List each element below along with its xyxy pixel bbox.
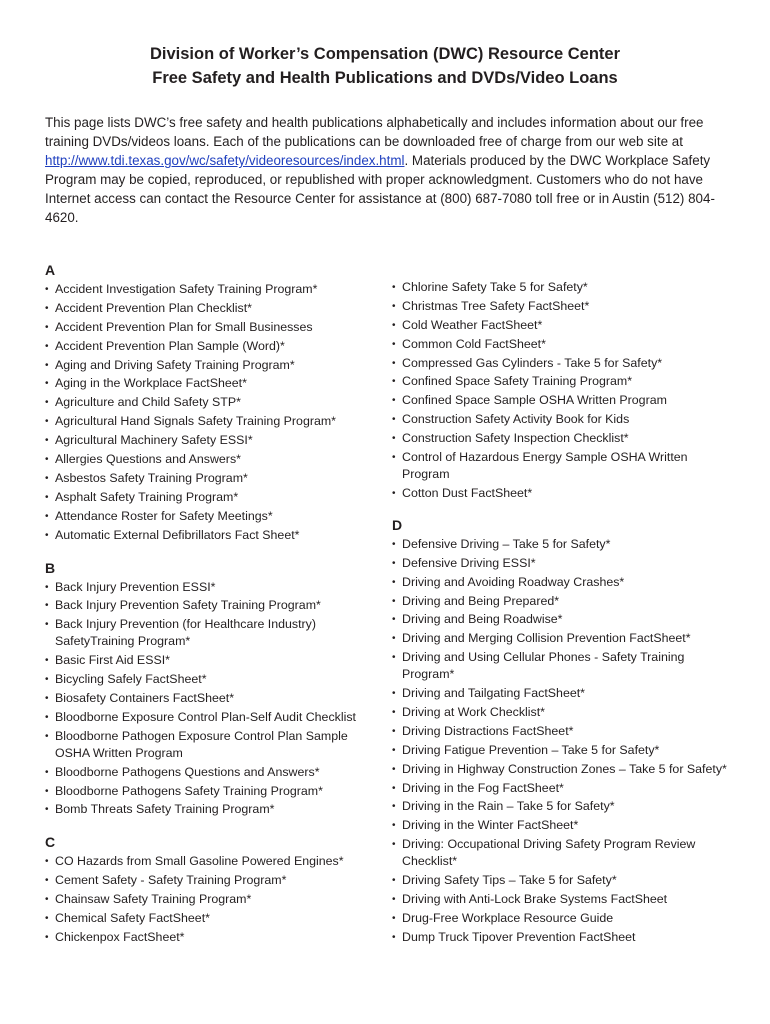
- publication-link[interactable]: • Automatic External Defibrillators Fact Sheet*: [45, 527, 385, 544]
- publication-link[interactable]: • Bomb Threats Safety Training Program*: [45, 801, 385, 818]
- publication-link[interactable]: • Basic First Aid ESSI*: [45, 652, 385, 669]
- intro-paragraph: [45, 113, 735, 227]
- publication-link[interactable]: • Driving and Tailgating FactSheet*: [392, 685, 737, 702]
- publication-link[interactable]: • Driving and Avoiding Roadway Crashes*: [392, 574, 737, 591]
- publication-link[interactable]: • Cotton Dust FactSheet*: [392, 485, 737, 502]
- publication-link[interactable]: • Aging and Driving Safety Training Program*: [45, 357, 385, 374]
- publication-link[interactable]: • Agriculture and Child Safety STP*: [45, 394, 385, 411]
- publication-link[interactable]: • Driving and Using Cellular Phones - Safety Training Program*: [392, 649, 737, 683]
- section-b-list: [45, 579, 385, 819]
- publication-link[interactable]: • Asbestos Safety Training Program*: [45, 470, 385, 487]
- section-d-list: [392, 536, 737, 946]
- left-column: [45, 262, 385, 948]
- section-letter-b: B: [45, 559, 56, 576]
- publication-link[interactable]: • Defensive Driving ESSI*: [392, 555, 737, 572]
- publication-link[interactable]: • Driving in the Rain – Take 5 for Safety*: [392, 798, 737, 815]
- page-title: [0, 42, 770, 90]
- publication-link[interactable]: • Construction Safety Inspection Checklist*: [392, 430, 737, 447]
- publication-link[interactable]: • Common Cold FactSheet*: [392, 336, 737, 353]
- publication-link[interactable]: • Allergies Questions and Answers*: [45, 451, 385, 468]
- intro-text-before: This page lists DWC’s free safety and health publications alphabetically and includes information about our free training DVDs/videos loans. Each of the publications can be downloaded free of charge from our web site at: [45, 115, 704, 149]
- publication-link[interactable]: • Accident Prevention Plan Checklist*: [45, 300, 385, 317]
- right-column: [392, 279, 737, 948]
- publication-link[interactable]: • Dump Truck Tipover Prevention FactSheet: [392, 929, 737, 946]
- section-c-list: [45, 853, 385, 946]
- publication-link[interactable]: • Drug-Free Workplace Resource Guide: [392, 910, 737, 927]
- publication-link[interactable]: • Accident Prevention Plan Sample (Word)*: [45, 338, 385, 355]
- publication-link[interactable]: • Driving in the Fog FactSheet*: [392, 780, 737, 797]
- publication-link[interactable]: • Driving and Being Prepared*: [392, 593, 737, 610]
- publication-link[interactable]: • Back Injury Prevention (for Healthcare Industry) SafetyTraining Program*: [45, 616, 385, 650]
- publication-link[interactable]: • Driving and Being Roadwise*: [392, 611, 737, 628]
- publication-link[interactable]: • Driving Distractions FactSheet*: [392, 723, 737, 740]
- publication-link[interactable]: • Chlorine Safety Take 5 for Safety*: [392, 279, 737, 296]
- publication-link[interactable]: • Driving at Work Checklist*: [392, 704, 737, 721]
- intro-text-after: . Materials produced by the DWC Workplace Safety Program may be copied, reproduced, or republished with proper acknowledgment. Customers who do not have Internet access can contact the Resource Center for assistance at (800) 687-7080 toll free or in Austin (512) 804-4620.: [45, 153, 715, 225]
- publication-link[interactable]: • Driving Safety Tips – Take 5 for Safety*: [392, 872, 737, 889]
- publication-link[interactable]: • Cold Weather FactSheet*: [392, 317, 737, 334]
- publication-link[interactable]: • Agricultural Machinery Safety ESSI*: [45, 432, 385, 449]
- publication-link[interactable]: • Biosafety Containers FactSheet*: [45, 690, 385, 707]
- publication-link[interactable]: • Compressed Gas Cylinders - Take 5 for Safety*: [392, 355, 737, 372]
- publication-link[interactable]: • CO Hazards from Small Gasoline Powered Engines*: [45, 853, 385, 870]
- publication-link[interactable]: • Agricultural Hand Signals Safety Training Program*: [45, 413, 385, 430]
- publication-link[interactable]: • Back Injury Prevention ESSI*: [45, 579, 385, 596]
- publication-link[interactable]: • Defensive Driving – Take 5 for Safety*: [392, 536, 737, 553]
- publication-link[interactable]: • Driving and Merging Collision Prevention FactSheet*: [392, 630, 737, 647]
- publication-link[interactable]: • Chickenpox FactSheet*: [45, 929, 385, 946]
- resources-link[interactable]: http://www.tdi.texas.gov/wc/safety/videoresources/index.html: [45, 153, 405, 168]
- section-a-list: [45, 281, 385, 544]
- section-letter-a: A: [45, 262, 56, 278]
- publication-link[interactable]: • Aging in the Workplace FactSheet*: [45, 375, 385, 392]
- publication-link[interactable]: • Construction Safety Activity Book for Kids: [392, 411, 737, 428]
- publication-link[interactable]: • Bloodborne Exposure Control Plan-Self Audit Checklist: [45, 709, 385, 726]
- title-line-2: Free Safety and Health Publications and DVDs/Video Loans: [152, 69, 618, 87]
- publication-link[interactable]: • Control of Hazardous Energy Sample OSHA Written Program: [392, 449, 737, 483]
- publication-link[interactable]: • Driving: Occupational Driving Safety Program Review Checklist*: [392, 836, 737, 870]
- publication-link[interactable]: • Bloodborne Pathogens Questions and Answers*: [45, 764, 385, 781]
- publication-link[interactable]: • Cement Safety - Safety Training Program*: [45, 872, 385, 889]
- publication-link[interactable]: • Driving in Highway Construction Zones – Take 5 for Safety*: [392, 761, 737, 778]
- publication-link[interactable]: • Back Injury Prevention Safety Training Program*: [45, 597, 385, 614]
- publication-link[interactable]: • Attendance Roster for Safety Meetings*: [45, 508, 385, 525]
- publication-link[interactable]: • Chemical Safety FactSheet*: [45, 910, 385, 927]
- publication-link[interactable]: • Bloodborne Pathogens Safety Training Program*: [45, 783, 385, 800]
- section-c-continued-list: [392, 279, 737, 502]
- publication-link[interactable]: • Bloodborne Pathogen Exposure Control Plan Sample OSHA Written Program: [45, 728, 385, 762]
- publication-link[interactable]: • Accident Prevention Plan for Small Businesses: [45, 319, 385, 336]
- publication-link[interactable]: • Confined Space Safety Training Program*: [392, 373, 737, 390]
- section-letter-c: C: [45, 834, 56, 851]
- publication-link[interactable]: • Confined Space Sample OSHA Written Program: [392, 392, 737, 409]
- publication-link[interactable]: • Driving in the Winter FactSheet*: [392, 817, 737, 834]
- publication-link[interactable]: • Accident Investigation Safety Training Program*: [45, 281, 385, 298]
- title-line-1: Division of Worker’s Compensation (DWC) Resource Center: [149, 45, 621, 63]
- publication-link[interactable]: • Asphalt Safety Training Program*: [45, 489, 385, 506]
- publication-link[interactable]: • Driving with Anti-Lock Brake Systems FactSheet: [392, 891, 737, 908]
- publication-link[interactable]: • Bicycling Safely FactSheet*: [45, 671, 385, 688]
- publication-link[interactable]: • Driving Fatigue Prevention – Take 5 for Safety*: [392, 742, 737, 759]
- publication-link[interactable]: • Chainsaw Safety Training Program*: [45, 891, 385, 908]
- section-letter-d: D: [392, 516, 403, 533]
- publication-link[interactable]: • Christmas Tree Safety FactSheet*: [392, 298, 737, 315]
